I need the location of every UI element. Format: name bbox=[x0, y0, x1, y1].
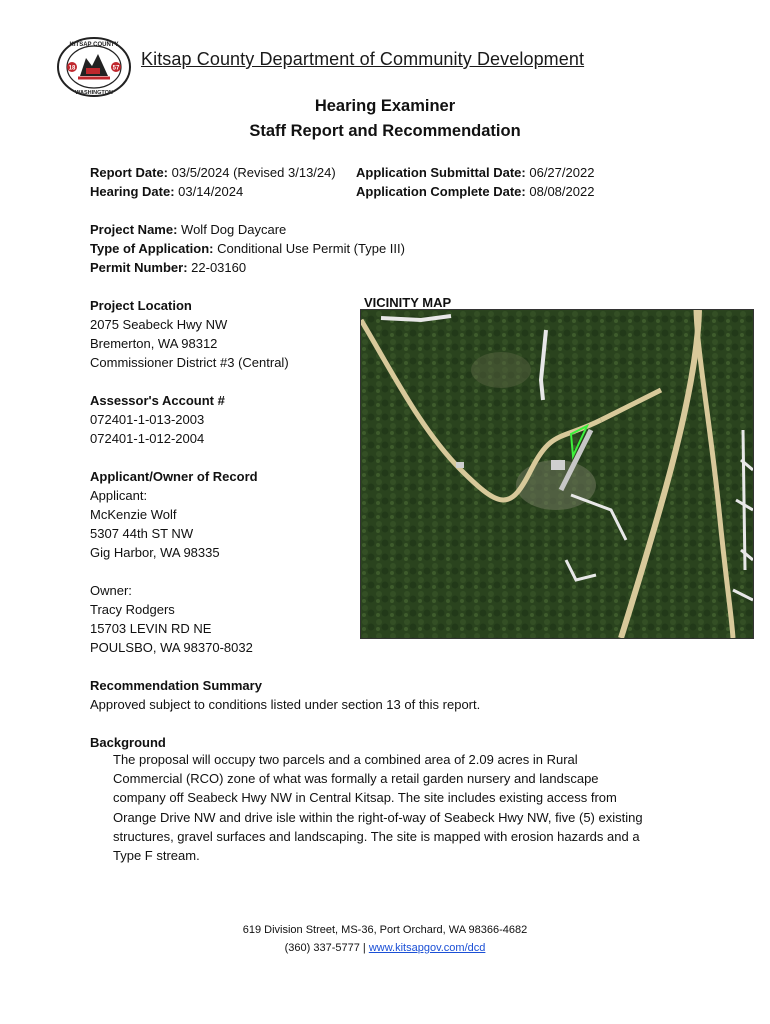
vicinity-map-heading: VICINITY MAP bbox=[364, 295, 452, 310]
permit-number bbox=[90, 258, 246, 277]
applicant-heading: Applicant/Owner of Record bbox=[90, 469, 258, 484]
background-line: structures, gravel surfaces and landscaping. The site is mapped with erosion hazards and a bbox=[113, 828, 640, 844]
assessor-account-2: 072401-1-012-2004 bbox=[90, 431, 205, 446]
svg-text:WASHINGTON: WASHINGTON bbox=[75, 90, 113, 96]
project-name bbox=[90, 220, 286, 239]
assessor-heading: Assessor's Account # bbox=[90, 393, 225, 408]
applicant-city: Gig Harbor, WA 98335 bbox=[90, 545, 220, 560]
footer-website-link[interactable]: www.kitsapgov.com/dcd bbox=[368, 942, 486, 954]
footer-address: 619 Division Street, MS-36, Port Orchard, WA 98366-4682 bbox=[242, 924, 528, 936]
report-date-value: 03/5/2024 (Revised 3/13/24) bbox=[171, 165, 336, 180]
background-paragraph bbox=[113, 750, 673, 865]
complete-date bbox=[356, 182, 594, 201]
report-title-line1: Hearing Examiner bbox=[314, 97, 456, 115]
footer-contact bbox=[0, 939, 770, 957]
background-line: Orange Drive NW and drive isle within the right-of-way of Seabeck Hwy NW, five (5) existing bbox=[113, 809, 643, 825]
background-heading: Background bbox=[90, 735, 166, 750]
hearing-date bbox=[90, 182, 243, 201]
project-name-label: Project Name: bbox=[90, 222, 178, 237]
recommendation-text: Approved subject to conditions listed under section 13 of this report. bbox=[90, 697, 481, 712]
location-line1: 2075 Seabeck Hwy NW bbox=[90, 317, 228, 332]
footer-phone: (360) 337-5777 | bbox=[284, 942, 369, 954]
application-type bbox=[90, 239, 405, 258]
location-line2: Bremerton, WA 98312 bbox=[90, 336, 218, 351]
permit-number-label: Permit Number: bbox=[90, 260, 188, 275]
applicant-street: 5307 44th ST NW bbox=[90, 526, 194, 541]
report-date-label: Report Date: bbox=[90, 165, 169, 180]
submittal-date bbox=[356, 163, 594, 182]
background-line: The proposal will occupy two parcels and a combined area of 2.09 acres in Rural bbox=[113, 752, 578, 767]
org-title: Kitsap County Department of Community Development bbox=[141, 49, 585, 69]
county-seal-logo bbox=[56, 36, 132, 98]
owner-city: POULSBO, WA 98370-8032 bbox=[90, 640, 253, 655]
complete-date-label: Application Complete Date: bbox=[356, 184, 526, 199]
hearing-date-value: 03/14/2024 bbox=[178, 184, 244, 199]
assessor-account-1: 072401-1-013-2003 bbox=[90, 412, 205, 427]
report-date bbox=[90, 163, 336, 182]
background-line: Commercial (RCO) zone of what was formally a retail garden nursery and landscape bbox=[113, 771, 599, 787]
background-line: Type F stream. bbox=[113, 848, 200, 864]
application-type-value: Conditional Use Permit (Type III) bbox=[217, 241, 405, 256]
project-name-value: Wolf Dog Daycare bbox=[181, 222, 287, 237]
submittal-date-label: Application Submittal Date: bbox=[356, 165, 526, 180]
complete-date-value: 08/08/2022 bbox=[529, 184, 595, 199]
background-line: company off Seabeck Hwy NW in Central Kitsap. The site includes existing access from bbox=[113, 790, 617, 806]
submittal-date-value: 06/27/2022 bbox=[529, 165, 595, 180]
applicant-label: Applicant: bbox=[90, 488, 148, 503]
svg-text:KITSAP COUNTY: KITSAP COUNTY bbox=[69, 42, 119, 48]
report-title-line2: Staff Report and Recommendation bbox=[249, 122, 521, 140]
applicant-name: McKenzie Wolf bbox=[90, 507, 177, 522]
recommendation-heading: Recommendation Summary bbox=[90, 678, 262, 693]
owner-street: 15703 LEVIN RD NE bbox=[90, 621, 212, 636]
svg-text:57: 57 bbox=[112, 65, 120, 72]
svg-text:18: 18 bbox=[68, 65, 76, 72]
hearing-date-label: Hearing Date: bbox=[90, 184, 175, 199]
vicinity-map-image bbox=[360, 309, 754, 639]
application-type-label: Type of Application: bbox=[90, 241, 214, 256]
location-line3: Commissioner District #3 (Central) bbox=[90, 355, 289, 370]
owner-label: Owner: bbox=[90, 583, 132, 598]
project-location-heading: Project Location bbox=[90, 298, 192, 313]
permit-number-value: 22-03160 bbox=[191, 260, 247, 275]
owner-name: Tracy Rodgers bbox=[90, 602, 175, 617]
